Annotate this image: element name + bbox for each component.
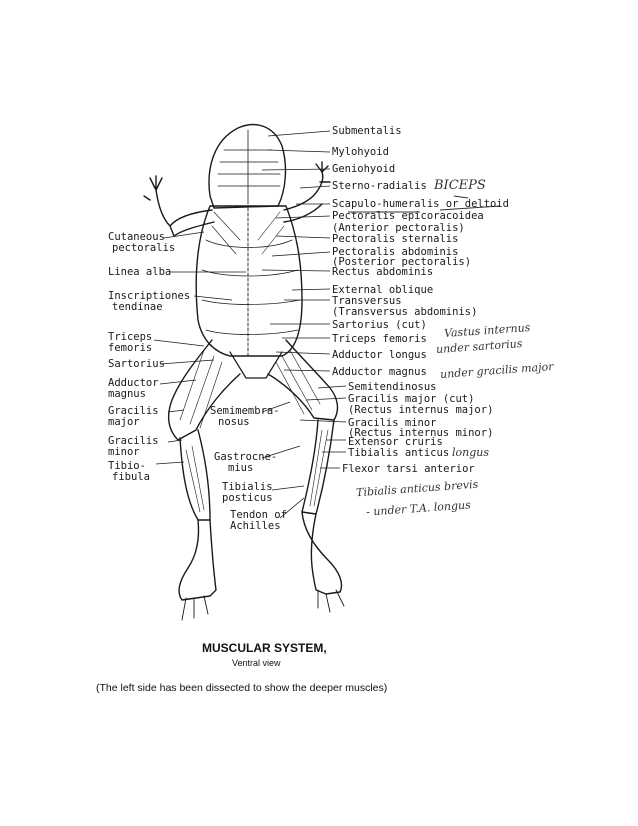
mylohyoid-lines (218, 150, 280, 186)
label-adductor-longus: Adductor longus (332, 349, 427, 361)
label-posterior-pectoralis: (Posterior pectoralis) (332, 256, 472, 268)
label-extensor-cruris: Extensor cruris (348, 436, 443, 448)
label-semimembranosus-2: nosus (218, 416, 250, 428)
label-tendon-achilles-1: Tendon of (230, 509, 287, 521)
handwritten-note-under-sartorius: under sartorius (435, 336, 523, 357)
right-foot (302, 512, 342, 594)
figure-subtitle: Ventral view (232, 658, 281, 668)
label-mylohyoid: Mylohyoid (332, 146, 389, 158)
label-adductor-magnus-left-1: Adductor (108, 377, 159, 389)
label-gastrocnemius-1: Gastrocne- (214, 451, 278, 463)
label-gracilis-major-cut: Gracilis major (cut) (348, 393, 475, 405)
label-gracilis-major-left-2: major (108, 416, 140, 428)
label-inscriptiones-1: Inscriptiones (108, 290, 191, 302)
label-pectoralis-epicoracoidea: Pectoralis epicoracoidea (332, 210, 484, 222)
label-gracilis-minor-left-2: minor (108, 446, 140, 458)
torso-hatching (202, 240, 300, 335)
handwritten-note-under-ta-longus: - under T.A. longus (365, 498, 472, 519)
label-rectus-abdominis: Rectus abdominis (332, 266, 434, 278)
label-anterior-pectoralis: (Anterior pectoralis) (332, 222, 465, 234)
label-adductor-magnus-right: Adductor magnus (332, 366, 427, 378)
label-rectus-internus-major: (Rectus internus major) (348, 404, 494, 416)
label-external-oblique: External oblique (332, 284, 434, 296)
label-tendon-achilles-2: Achilles (230, 520, 281, 532)
label-transversus: Transversus (332, 295, 402, 307)
label-tibio-fibula-1: Tibio- (108, 460, 146, 472)
label-flexor-tarsi-anterior: Flexor tarsi anterior (342, 463, 475, 475)
label-tibio-fibula-2: fibula (112, 471, 150, 483)
handwritten-note-vastus: Vastus internus (443, 321, 531, 340)
label-submentalis: Submentalis (332, 125, 402, 137)
label-sartorius-left: Sartorius (108, 358, 165, 370)
frog-head (209, 125, 285, 208)
label-rectus-internus-minor: (Rectus internus minor) (348, 427, 494, 439)
label-scapulo-humeralis: Scapulo-humeralis or deltoid (332, 198, 510, 210)
label-tibialis-anticus: Tibialis anticus (348, 447, 450, 459)
handwritten-biceps: BICEPS (434, 178, 486, 193)
label-geniohyoid: Geniohyoid (332, 163, 396, 175)
label-gracilis-minor-right: Gracilis minor (348, 417, 437, 429)
label-triceps-femoris-left-2: femoris (108, 342, 153, 354)
label-gastrocnemius-2: mius (228, 462, 254, 474)
label-adductor-magnus-left-2: magnus (108, 388, 146, 400)
left-arm (156, 190, 212, 226)
label-cutaneous-pectoralis-2: pectoralis (112, 242, 176, 254)
label-inscriptiones-2: tendinae (112, 301, 163, 313)
label-transversus-abdominis: (Transversus abdominis) (332, 306, 478, 318)
label-triceps-femoris-left-1: Triceps (108, 331, 153, 343)
label-linea-alba: Linea alba (108, 266, 172, 278)
label-sartorius-cut: Sartorius (cut) (332, 319, 427, 331)
label-cutaneous-pectoralis-1: Cutaneous (108, 231, 165, 243)
handwritten-note-under-gracilis: under gracilis major (439, 360, 554, 381)
right-shank (302, 420, 334, 514)
label-gracilis-minor-left-1: Gracilis (108, 435, 159, 447)
torso (196, 206, 302, 356)
label-semitendinosus: Semitendinosus (348, 381, 437, 393)
figure-title: MUSCULAR SYSTEM, (202, 641, 327, 655)
left-shank (180, 430, 210, 520)
label-gracilis-major-left-1: Gracilis (108, 405, 159, 417)
label-triceps-femoris-right: Triceps femoris (332, 333, 427, 345)
label-tibialis-posticus-2: posticus (222, 492, 273, 504)
label-tibialis-posticus-1: Tibialis (222, 481, 273, 493)
handwritten-note-longus: longus (452, 446, 489, 459)
label-semimembranosus-1: Semimembra- (210, 405, 280, 417)
label-pectoralis-abdominis: Pectoralis abdominis (332, 246, 459, 258)
label-sterno-radialis: Sterno-radialis (332, 180, 427, 192)
handwritten-note-tibialis-brevis: Tibialis anticus brevis (355, 477, 479, 500)
left-foot (179, 520, 216, 600)
label-pectoralis-sternalis: Pectoralis sternalis (332, 233, 459, 245)
figure-note: (The left side has been dissected to show the deeper muscles) (96, 682, 388, 694)
